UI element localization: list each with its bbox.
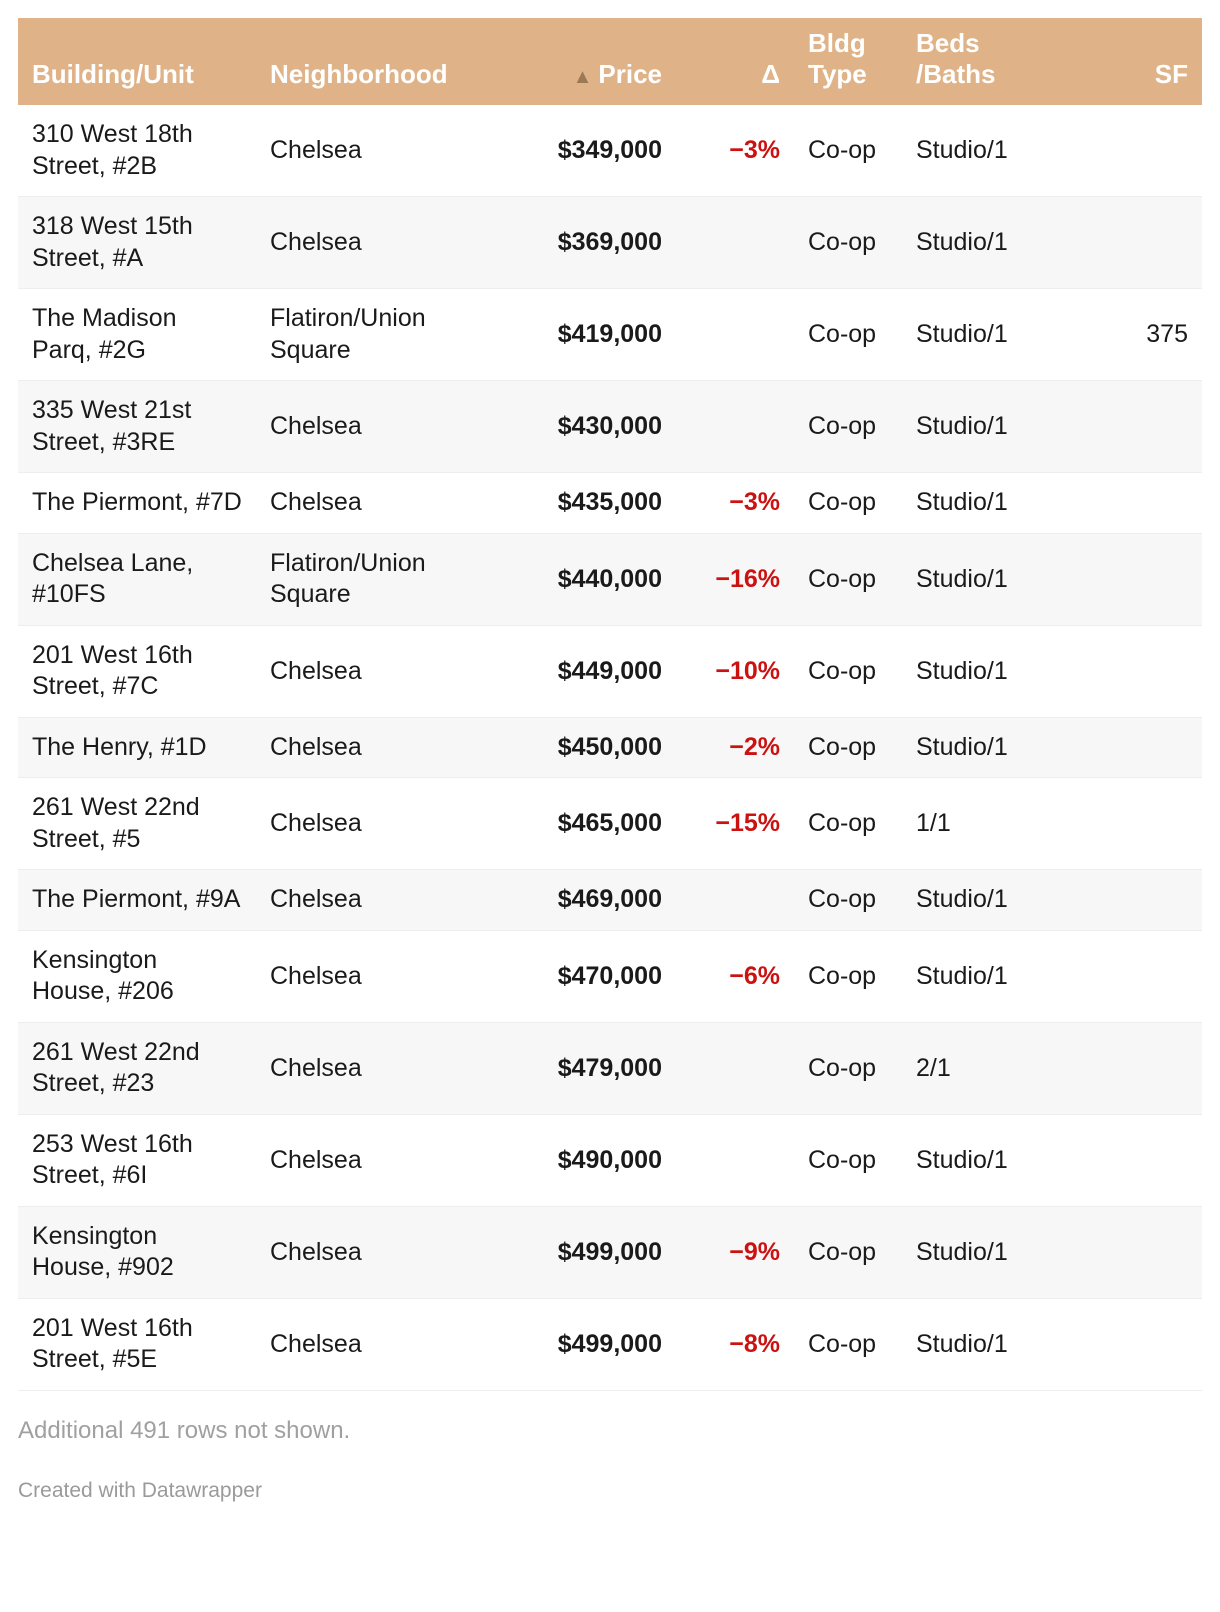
cell-neighborhood: Flatiron/Union Square	[256, 289, 494, 381]
cell-building: Kensington House, #902	[18, 1206, 256, 1298]
table-row[interactable]	[18, 717, 1202, 778]
cell-sf	[1062, 625, 1202, 717]
cell-beds-baths: 2/1	[902, 1022, 1062, 1114]
cell-neighborhood: Chelsea	[256, 717, 494, 778]
table-row[interactable]	[18, 381, 1202, 473]
cell-price: $435,000	[494, 473, 676, 534]
listings-table	[18, 18, 1202, 1391]
cell-neighborhood: Chelsea	[256, 105, 494, 197]
additional-rows-note: Additional 491 rows not shown.	[18, 1416, 351, 1444]
column-header-bldg-type-label-line1: Bldg	[808, 28, 866, 58]
table-row[interactable]	[18, 870, 1202, 931]
cell-price: $450,000	[494, 717, 676, 778]
cell-neighborhood: Chelsea	[256, 473, 494, 534]
cell-building: 253 West 16th Street, #6I	[18, 1114, 256, 1206]
cell-neighborhood: Chelsea	[256, 625, 494, 717]
cell-neighborhood: Chelsea	[256, 197, 494, 289]
cell-building: The Henry, #1D	[18, 717, 256, 778]
cell-beds-baths: Studio/1	[902, 289, 1062, 381]
table-row[interactable]	[18, 1298, 1202, 1390]
cell-price: $479,000	[494, 1022, 676, 1114]
cell-price: $465,000	[494, 778, 676, 870]
cell-delta: −9%	[676, 1206, 794, 1298]
cell-beds-baths: Studio/1	[902, 625, 1062, 717]
cell-sf	[1062, 1298, 1202, 1390]
cell-sf	[1062, 717, 1202, 778]
table-row[interactable]	[18, 625, 1202, 717]
cell-delta	[676, 1022, 794, 1114]
cell-delta: −3%	[676, 105, 794, 197]
cell-building: 201 West 16th Street, #5E	[18, 1298, 256, 1390]
cell-sf	[1062, 1206, 1202, 1298]
cell-price: $499,000	[494, 1298, 676, 1390]
cell-beds-baths: Studio/1	[902, 930, 1062, 1022]
column-header-neighborhood[interactable]	[256, 18, 494, 105]
cell-neighborhood: Chelsea	[256, 381, 494, 473]
cell-building: The Madison Parq, #2G	[18, 289, 256, 381]
cell-price: $470,000	[494, 930, 676, 1022]
cell-price: $419,000	[494, 289, 676, 381]
table-row[interactable]	[18, 1022, 1202, 1114]
cell-building: 261 West 22nd Street, #23	[18, 1022, 256, 1114]
cell-delta: −16%	[676, 533, 794, 625]
cell-bldg-type: Co-op	[794, 870, 902, 931]
cell-sf	[1062, 473, 1202, 534]
cell-delta: −3%	[676, 473, 794, 534]
cell-price: $499,000	[494, 1206, 676, 1298]
table-header	[18, 18, 1202, 105]
cell-neighborhood: Chelsea	[256, 930, 494, 1022]
column-header-bldg-type-label-line2: Type	[808, 58, 867, 89]
table-row[interactable]	[18, 778, 1202, 870]
cell-price: $449,000	[494, 625, 676, 717]
table-body	[18, 105, 1202, 1390]
cell-sf	[1062, 105, 1202, 197]
cell-beds-baths: Studio/1	[902, 1206, 1062, 1298]
cell-beds-baths: Studio/1	[902, 473, 1062, 534]
cell-beds-baths: Studio/1	[902, 197, 1062, 289]
cell-bldg-type: Co-op	[794, 1206, 902, 1298]
cell-bldg-type: Co-op	[794, 1022, 902, 1114]
table-row[interactable]	[18, 1206, 1202, 1298]
cell-price: $369,000	[494, 197, 676, 289]
cell-bldg-type: Co-op	[794, 533, 902, 625]
cell-price: $440,000	[494, 533, 676, 625]
sort-ascending-icon: ▲	[572, 65, 593, 88]
cell-neighborhood: Chelsea	[256, 870, 494, 931]
cell-delta	[676, 197, 794, 289]
cell-beds-baths: Studio/1	[902, 1114, 1062, 1206]
cell-sf	[1062, 197, 1202, 289]
column-header-beds-label-line2: /Baths	[916, 58, 996, 89]
cell-neighborhood: Chelsea	[256, 1114, 494, 1206]
cell-building: Kensington House, #206	[18, 930, 256, 1022]
column-header-building[interactable]	[18, 18, 256, 105]
cell-bldg-type: Co-op	[794, 1298, 902, 1390]
cell-bldg-type: Co-op	[794, 930, 902, 1022]
cell-neighborhood: Chelsea	[256, 1022, 494, 1114]
cell-price: $349,000	[494, 105, 676, 197]
cell-sf	[1062, 1114, 1202, 1206]
table-header-row	[18, 18, 1202, 105]
table-row[interactable]	[18, 197, 1202, 289]
cell-beds-baths: Studio/1	[902, 1298, 1062, 1390]
cell-building: The Piermont, #7D	[18, 473, 256, 534]
column-header-neighborhood-label: Neighborhood	[270, 58, 448, 89]
cell-sf	[1062, 533, 1202, 625]
column-header-sf-label: SF	[1154, 58, 1188, 89]
cell-bldg-type: Co-op	[794, 778, 902, 870]
cell-bldg-type: Co-op	[794, 625, 902, 717]
cell-price: $490,000	[494, 1114, 676, 1206]
cell-neighborhood: Chelsea	[256, 1298, 494, 1390]
cell-delta	[676, 381, 794, 473]
table-row[interactable]	[18, 105, 1202, 197]
cell-delta	[676, 870, 794, 931]
cell-sf	[1062, 930, 1202, 1022]
cell-sf	[1062, 778, 1202, 870]
cell-building: 318 West 15th Street, #A	[18, 197, 256, 289]
cell-building: 201 West 16th Street, #7C	[18, 625, 256, 717]
cell-beds-baths: Studio/1	[902, 717, 1062, 778]
datawrapper-credit: Created with Datawrapper	[18, 1478, 262, 1502]
cell-delta: −6%	[676, 930, 794, 1022]
cell-building: Chelsea Lane, #10FS	[18, 533, 256, 625]
cell-delta: −8%	[676, 1298, 794, 1390]
cell-building: The Piermont, #9A	[18, 870, 256, 931]
cell-bldg-type: Co-op	[794, 105, 902, 197]
column-header-beds-label-line1: Beds	[916, 28, 980, 58]
cell-beds-baths: Studio/1	[902, 381, 1062, 473]
cell-delta: −10%	[676, 625, 794, 717]
column-header-sf[interactable]	[1062, 18, 1202, 105]
cell-bldg-type: Co-op	[794, 717, 902, 778]
cell-neighborhood: Chelsea	[256, 778, 494, 870]
cell-beds-baths: Studio/1	[902, 870, 1062, 931]
cell-building: 261 West 22nd Street, #5	[18, 778, 256, 870]
cell-building: 310 West 18th Street, #2B	[18, 105, 256, 197]
cell-delta: −2%	[676, 717, 794, 778]
cell-bldg-type: Co-op	[794, 1114, 902, 1206]
cell-beds-baths: Studio/1	[902, 105, 1062, 197]
table-row[interactable]	[18, 1114, 1202, 1206]
column-header-price-label: Price	[598, 58, 662, 89]
cell-beds-baths: 1/1	[902, 778, 1062, 870]
cell-price: $469,000	[494, 870, 676, 931]
cell-delta	[676, 1114, 794, 1206]
table-row[interactable]	[18, 289, 1202, 381]
cell-building: 335 West 21st Street, #3RE	[18, 381, 256, 473]
cell-sf	[1062, 381, 1202, 473]
cell-bldg-type: Co-op	[794, 289, 902, 381]
column-header-building-label: Building/Unit	[32, 58, 194, 89]
cell-delta: −15%	[676, 778, 794, 870]
table-row[interactable]	[18, 930, 1202, 1022]
column-header-delta-label: Δ	[761, 58, 780, 89]
table-row[interactable]	[18, 533, 1202, 625]
column-header-price[interactable]	[494, 18, 676, 105]
cell-bldg-type: Co-op	[794, 473, 902, 534]
cell-bldg-type: Co-op	[794, 381, 902, 473]
cell-neighborhood: Chelsea	[256, 1206, 494, 1298]
cell-sf	[1062, 870, 1202, 931]
cell-price: $430,000	[494, 381, 676, 473]
cell-delta	[676, 289, 794, 381]
column-header-bldg-type[interactable]	[794, 18, 902, 105]
cell-neighborhood: Flatiron/Union Square	[256, 533, 494, 625]
table-row[interactable]	[18, 473, 1202, 534]
cell-beds-baths: Studio/1	[902, 533, 1062, 625]
cell-bldg-type: Co-op	[794, 197, 902, 289]
column-header-delta[interactable]	[676, 18, 794, 105]
cell-sf	[1062, 1022, 1202, 1114]
cell-sf: 375	[1062, 289, 1202, 381]
column-header-beds-baths[interactable]	[902, 18, 1062, 105]
